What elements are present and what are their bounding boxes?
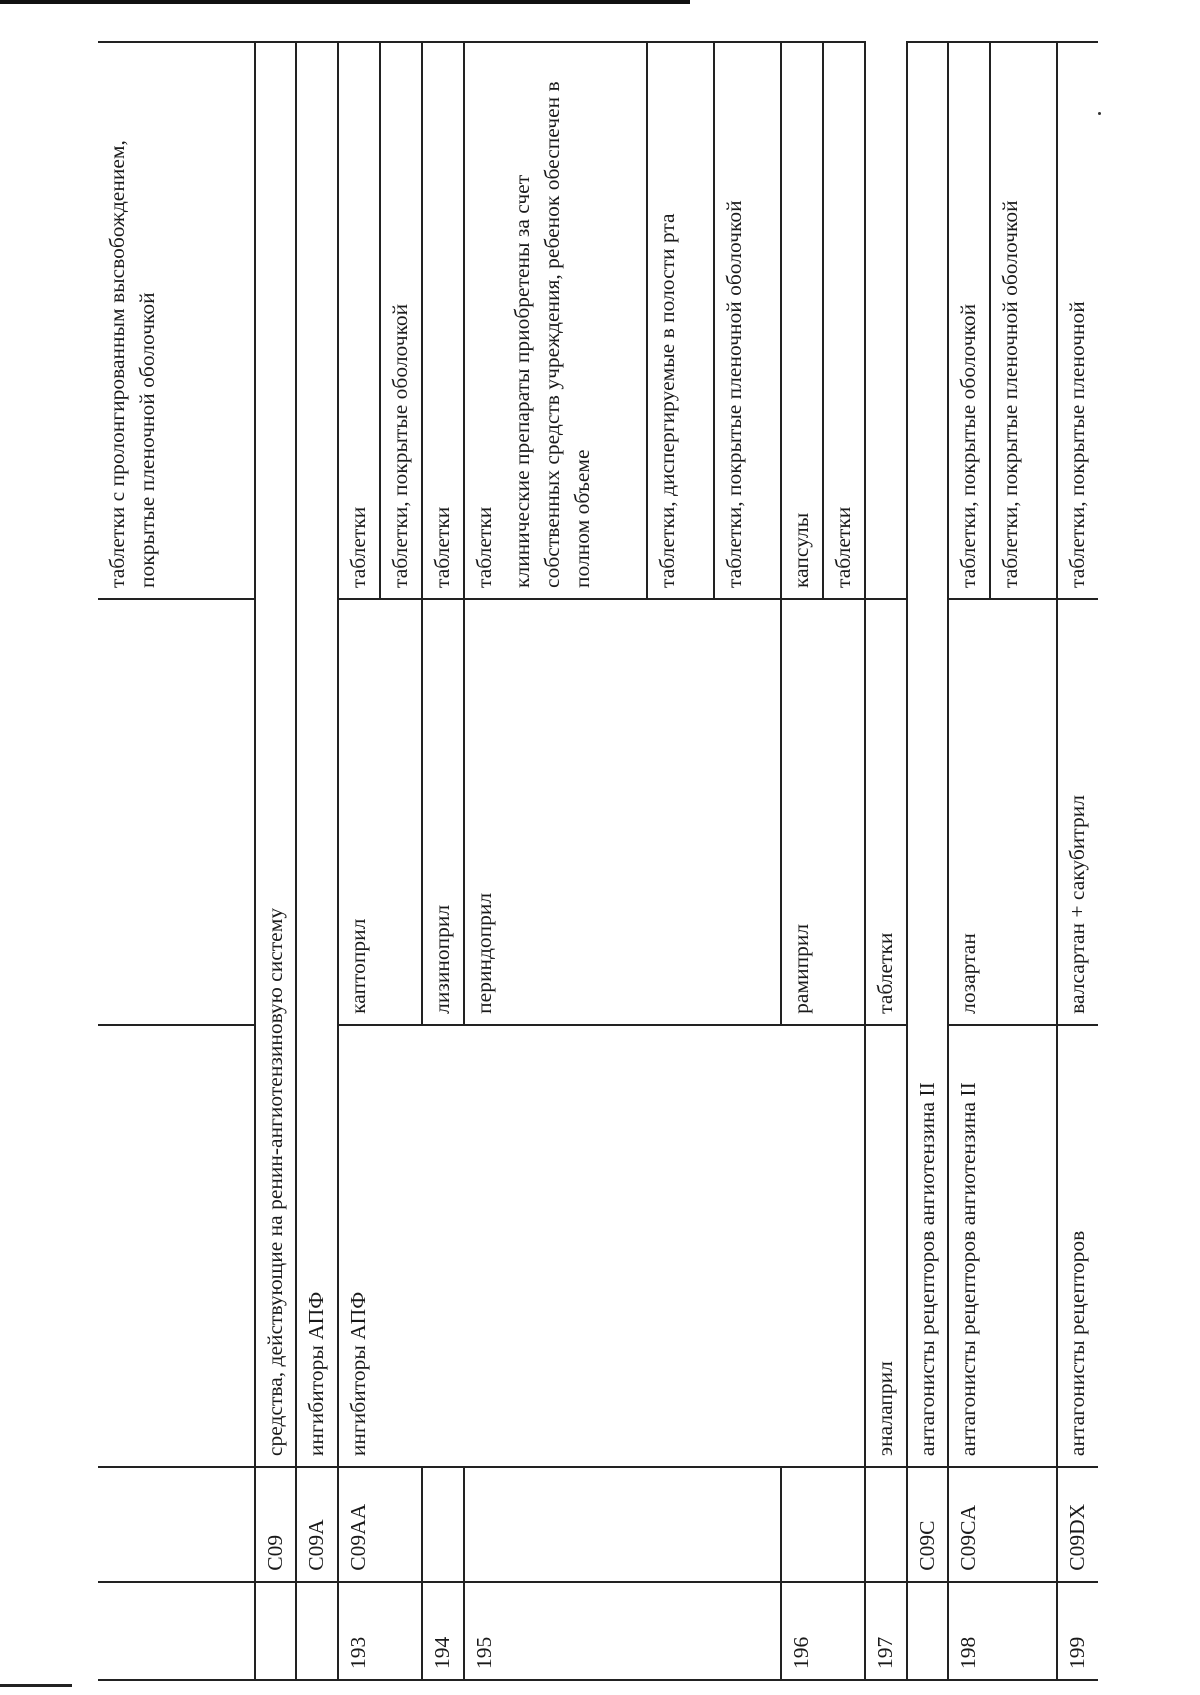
form-cell: таблетки, покрытые пленочной оболочкой	[990, 42, 1057, 599]
form-cell: таблетки, покрытые оболочкой	[380, 42, 422, 599]
drug-cell: лозартан	[948, 599, 1057, 1025]
drug-cell: периндоприл	[464, 599, 781, 1025]
table-row	[338, 42, 380, 1680]
table-row	[296, 42, 338, 1680]
table-row	[255, 42, 297, 1680]
group-cell: ингибиторы АПФ	[338, 1025, 865, 1467]
group-cell: антагонисты рецепторов ангиотензина II	[948, 1025, 1057, 1467]
group-name-cell: средства, действующие на ренин-ангиотензиновую систему	[255, 42, 297, 1467]
num-cell	[907, 1582, 949, 1680]
form-cell: таблетки, покрытые оболочкой	[948, 42, 990, 599]
code-cell: C09C	[907, 1467, 949, 1582]
rotated-table-container	[98, 41, 1098, 1681]
drug-table	[98, 41, 1098, 1681]
code-cell	[781, 1467, 865, 1582]
drug-cell: валсартан + сакубитрил	[1057, 599, 1098, 1025]
num-cell: 196	[781, 1582, 865, 1680]
drug-cell: эналаприл	[865, 1025, 907, 1467]
scan-dot	[1098, 112, 1101, 115]
form-cell: таблетки	[338, 42, 380, 599]
num-cell	[98, 1582, 255, 1680]
code-cell: C09DX	[1057, 1467, 1098, 1582]
num-cell: 198	[948, 1582, 1057, 1680]
num-cell: 199	[1057, 1582, 1098, 1680]
table-row	[98, 42, 255, 1680]
code-cell	[98, 1467, 255, 1582]
form-cell	[464, 42, 648, 599]
form-cell: капсулы	[781, 42, 823, 599]
code-cell	[865, 1467, 907, 1582]
code-cell: C09AA	[338, 1467, 422, 1582]
code-cell: C09	[255, 1467, 297, 1582]
form-cell: таблетки, покрытые пленочной оболочкой	[714, 42, 781, 599]
num-cell: 194	[422, 1582, 464, 1680]
drug-cell: каптоприл	[338, 599, 422, 1025]
code-cell: C09A	[296, 1467, 338, 1582]
num-cell: 193	[338, 1582, 422, 1680]
num-cell: 195	[464, 1582, 781, 1680]
table-row	[865, 42, 907, 1680]
table-row	[1057, 42, 1098, 1680]
form-text: таблетки	[471, 506, 496, 588]
form-note: клинические препараты приобретены за счет собственных средств учреждения, ребенок обеспечен в полном объеме	[509, 81, 595, 588]
drug-cell: рамиприл	[781, 599, 865, 1025]
num-cell: 197	[865, 1582, 907, 1680]
scan-edge-bottom	[0, 1684, 72, 1687]
form-cell: таблетки	[422, 42, 464, 599]
form-cell: таблетки, диспергируемые в полости рта	[647, 42, 714, 599]
code-cell	[464, 1467, 781, 1582]
num-cell	[255, 1582, 297, 1680]
code-cell: C09CA	[948, 1467, 1057, 1582]
form-cell: таблетки	[823, 42, 865, 599]
form-cell: таблетки, покрытые пленочной	[1057, 42, 1098, 599]
group-name-cell: ингибиторы АПФ	[296, 42, 338, 1467]
code-cell	[422, 1467, 464, 1582]
drug-cell: лизиноприл	[422, 599, 464, 1025]
group-cell: антагонисты рецепторов	[1057, 1025, 1098, 1467]
table-row	[907, 42, 949, 1680]
group-cell	[98, 1025, 255, 1467]
scan-edge-top	[0, 0, 690, 4]
form-cell: таблетки	[865, 599, 907, 1025]
group-name-cell: антагонисты рецепторов ангиотензина II	[907, 42, 949, 1467]
num-cell	[296, 1582, 338, 1680]
table-row	[948, 42, 990, 1680]
drug-cell	[98, 599, 255, 1025]
form-cell: таблетки с пролонгированным высвобождением, покрытые пленочной оболочкой	[98, 42, 255, 599]
